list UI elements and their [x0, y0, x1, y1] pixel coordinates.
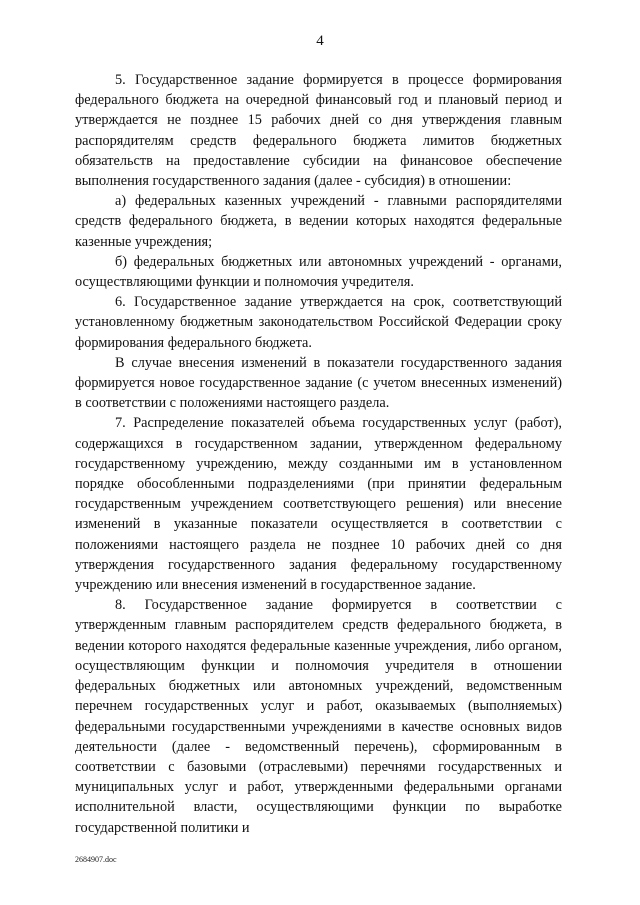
document-body [75, 70, 562, 838]
paragraph-5b: б) федеральных бюджетных или автономных учреждений - органами, осуществляющими функции и полномочия учредителя. [75, 253, 562, 291]
paragraph-5a: а) федеральных казенных учреждений - главными распорядителями средств федерального бюджета, в ведении которых находятся федеральные казенные учреждения; [75, 193, 562, 250]
paragraph-5: 5. Государственное задание формируется в процессе формирования федерального бюджета на очередной финансовый год и плановый период и утверждается не позднее 15 рабочих дней со дня утверждения главным распорядителям средств федерального бюджета лимитов бюджетных обязательств на предоставление субсидии на финансовое обеспечение выполнения государственного задания (далее - субсидия) в отношении: [75, 72, 562, 190]
page-number: 4 [316, 33, 324, 49]
paragraph-6-changes: В случае внесения изменений в показатели государственного задания формируется новое государственное задание (с учетом внесенных изменений) в соответствии с положениями настоящего раздела. [75, 354, 562, 412]
footer-document-id: 2684907.doc [75, 855, 117, 864]
paragraph-7: 7. Распределение показателей объема государственных услуг (работ), содержащихся в государственном задании, утвержденном федеральному государственному учреждению, между созданными им в установленном порядке обособленными подразделениями (при принятии федеральным государственным учреждением соответствующего решения) или внесение изменений в указанные показатели осуществляется в соответствии с положениями настоящего раздела не позднее 10 рабочих дней со дня утверждения государственного задания федеральному государственному учреждению или внесения изменений в государственное задание. [75, 415, 562, 594]
paragraph-6: 6. Государственное задание утверждается на срок, соответствующий установленному бюджетным законодательством Российской Федерации сроку формирования федерального бюджета. [75, 294, 562, 351]
paragraph-8: 8. Государственное задание формируется в соответствии с утвержденным главным распорядителем средств федерального бюджета, в ведении которого находятся федеральные казенные учреждения, либо органом, осуществляющим функции и полномочия учредителя в отношении федеральных бюджетных или автономных учреждений, ведомственным перечнем государственных услуг и работ, оказываемых (выполняемых) федеральными государственными учреждениями в качестве основных видов деятельности (далее - ведомственный перечень), сформированным в соответствии с базовыми (отраслевыми) перечнями государственных и муниципальных услуг и работ, утвержденными федеральными органами исполнительной власти, осуществляющими функции по выработке государственной политики и [75, 597, 562, 836]
